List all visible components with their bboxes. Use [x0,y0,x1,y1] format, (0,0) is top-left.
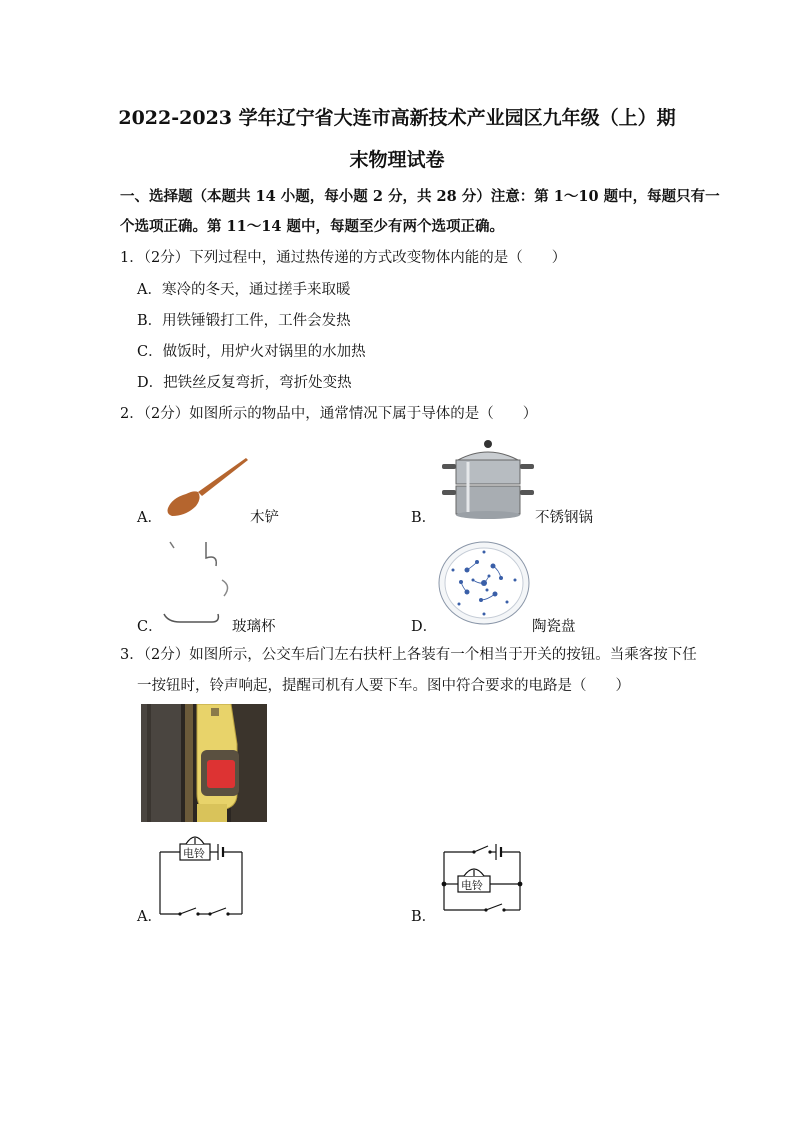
q1-stem: 1．（2分）下列过程中，通过热传递的方式改变物体内能的是（ ） [120,250,567,266]
ceramic-plate-icon [437,540,531,626]
q3-stem: 3．（2分）如图所示，公交车后门左右扶杆上各装有一个相当于开关的按钮。当乘客按下任 [120,647,697,663]
q1-option-d: D．把铁丝反复弯折，弯折处变热 [137,375,352,391]
bus-button-photo [141,704,267,822]
q2-option-a-letter: A． [137,510,162,526]
section-heading: 一、选择题（本题共 14 小题，每小题 2 分，共 28 分）注意：第 1～10 题中，每题只有一 [120,188,720,205]
q2-option-a-caption: 木铲 [250,510,279,526]
q1-option-b: B．用铁锤锻打工件，工件会发热 [137,313,351,329]
circuit-a-bell-label: 电铃 [183,847,205,860]
q2-stem: 2．（2分）如图所示的物品中，通常情况下属于导体的是（ ） [120,406,538,422]
section-heading-cont: 个选项正确。第 11～14 题中，每题至少有两个选项正确。 [120,218,504,235]
page-title-cont: 末物理试卷 [349,149,445,171]
circuit-b-bell-label: 电铃 [461,879,483,892]
page-title: 2022-2023 学年辽宁省大连市高新技术产业园区九年级（上）期 [118,107,676,129]
steel-pot-icon [438,438,538,522]
q3-stem-cont: 一按钮时，铃声响起，提醒司机有人要下车。图中符合要求的电路是（ ） [137,678,630,694]
q3-option-a-letter: A． [137,909,162,925]
glass-cup-icon [160,538,240,630]
q1-option-a: A．寒冷的冬天，通过搓手来取暖 [137,282,351,298]
q2-option-b-letter: B． [411,510,437,526]
wooden-spatula-icon [162,452,252,522]
q2-option-d-letter: D． [411,619,438,635]
circuit-b-diagram [430,838,530,922]
q2-option-c-caption: 玻璃杯 [232,619,276,635]
q2-option-b-caption: 不锈钢锅 [535,510,593,526]
q2-option-d-caption: 陶瓷盘 [532,619,576,635]
q2-option-c-letter: C． [137,619,163,635]
q1-option-c: C．做饭时，用炉火对锅里的水加热 [137,344,366,360]
q3-option-b-letter: B． [411,909,437,925]
